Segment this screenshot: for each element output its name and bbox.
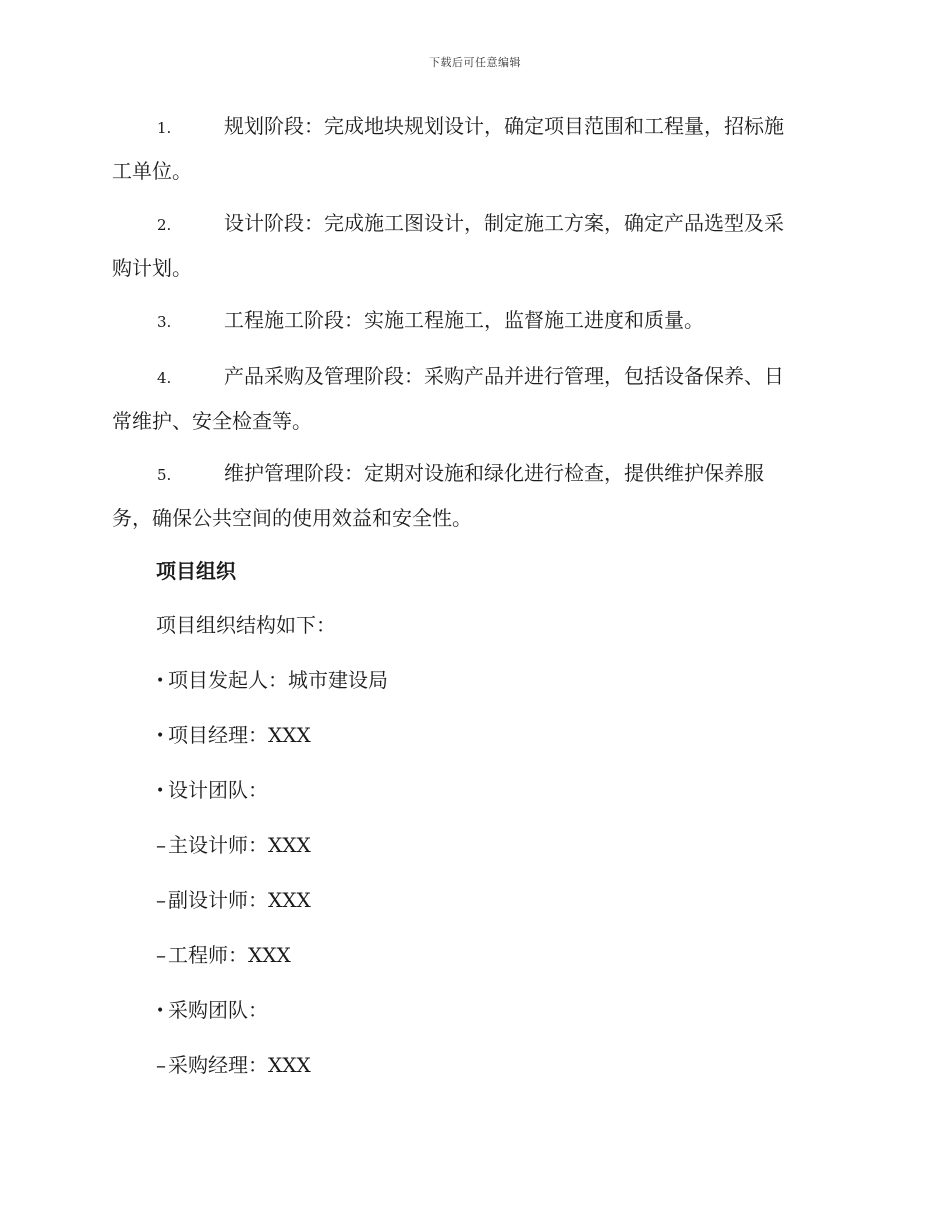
bullet-marker: • (156, 728, 165, 744)
org-list-item (156, 775, 268, 806)
section-intro: 项目组织结构如下： (156, 613, 336, 637)
org-item-text: 项目发起人：城市建设局 (168, 668, 388, 692)
step-text: 工程施工阶段：实施工程施工，监督施工进度和质量。 (224, 308, 704, 332)
step-text: 规划阶段：完成地块规划设计，确定项目范围和工程量，招标施 (224, 114, 784, 138)
org-list-item (156, 1050, 311, 1080)
org-item-text: 项目经理：XXX (168, 723, 311, 747)
step-number: 2. (157, 216, 172, 234)
org-list-item (156, 665, 388, 696)
org-list-item (156, 830, 311, 860)
bullet-marker: • (156, 783, 165, 799)
dash-marker: – (156, 1053, 166, 1077)
step-line-1 (112, 105, 834, 150)
dash-marker: – (156, 888, 166, 912)
step-line-2: 常维护、安全检查等。 (112, 409, 312, 433)
step-text: 设计阶段：完成施工图设计，制定施工方案，确定产品选型及采 (224, 211, 784, 235)
org-item-text: 采购团队： (168, 998, 268, 1022)
bullet-marker: • (156, 1003, 165, 1019)
dash-marker: – (156, 833, 166, 857)
page-header: 下载后可任意编辑 (429, 56, 521, 69)
org-list-item (156, 720, 311, 751)
step-item (112, 452, 834, 540)
step-line-2: 购计划。 (112, 256, 192, 280)
step-number: 5. (157, 466, 172, 484)
step-number: 3. (157, 313, 172, 331)
org-item-text: 工程师：XXX (168, 943, 291, 967)
org-list-item (156, 995, 268, 1026)
step-item (112, 105, 834, 193)
org-item-text: 设计团队： (168, 778, 268, 802)
step-text: 产品采购及管理阶段：采购产品并进行管理，包括设备保养、日 (224, 364, 784, 388)
step-text: 维护管理阶段：定期对设施和绿化进行检查，提供维护保养服 (224, 461, 764, 485)
step-line-2: 务，确保公共空间的使用效益和安全性。 (112, 506, 472, 530)
dash-marker: – (156, 943, 166, 967)
step-line-1 (112, 299, 834, 344)
step-item (112, 202, 834, 290)
bullet-marker: • (156, 673, 165, 689)
step-number: 1. (157, 119, 172, 137)
org-item-text: 副设计师：XXX (168, 888, 311, 912)
step-number: 4. (157, 369, 172, 387)
org-list-item (156, 885, 311, 915)
org-item-text: 主设计师：XXX (168, 833, 311, 857)
step-item (112, 355, 834, 443)
section-heading: 项目组织 (156, 559, 236, 583)
org-list-item (156, 940, 291, 970)
step-item (112, 299, 834, 344)
step-line-1 (112, 355, 834, 400)
step-line-1 (112, 452, 834, 497)
org-item-text: 采购经理：XXX (168, 1053, 311, 1077)
step-line-1 (112, 202, 834, 247)
step-line-2: 工单位。 (112, 159, 192, 183)
